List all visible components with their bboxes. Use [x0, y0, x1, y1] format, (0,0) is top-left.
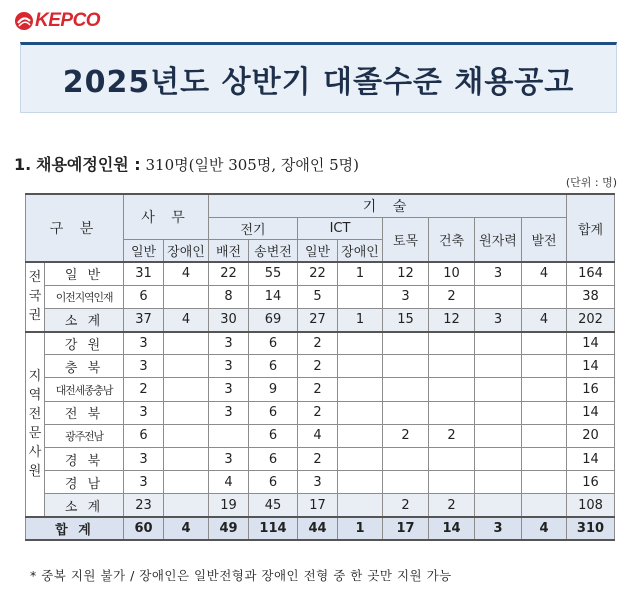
header-wonjaryeok: 원자력	[475, 217, 522, 262]
header-samu: 사 무	[124, 194, 209, 239]
cell-total: 16	[567, 471, 615, 494]
row-name: 전 북	[45, 401, 124, 424]
cell: 5	[298, 285, 338, 308]
unit-label: (단위 : 명)	[565, 176, 617, 189]
cell: 15	[383, 308, 429, 331]
cell	[164, 285, 209, 308]
cell	[522, 494, 567, 517]
grand-total-row	[26, 517, 615, 540]
cell	[429, 471, 475, 494]
cell: 6	[249, 471, 298, 494]
cell: 8	[209, 285, 249, 308]
cell	[338, 424, 383, 447]
cell: 3	[475, 517, 522, 540]
cell: 3	[475, 308, 522, 331]
row-name: 경 북	[45, 448, 124, 471]
cell	[429, 401, 475, 424]
cell-total: 20	[567, 424, 615, 447]
section-number: 1.	[14, 155, 32, 174]
cell-total: 310	[567, 517, 615, 540]
cell: 19	[209, 494, 249, 517]
cell	[475, 494, 522, 517]
cell	[522, 424, 567, 447]
page-title: 2025년도 상반기 대졸수준 채용공고	[62, 64, 575, 100]
cell	[164, 401, 209, 424]
cell	[475, 378, 522, 401]
header-jeongi-songbyeonjeon: 송변전	[249, 239, 298, 262]
cell: 9	[249, 378, 298, 401]
cell: 6	[124, 424, 164, 447]
cell: 60	[124, 517, 164, 540]
table-row	[26, 332, 615, 355]
cell-total: 14	[567, 355, 615, 378]
cell: 14	[429, 517, 475, 540]
kepco-logo-mark-icon	[14, 11, 34, 31]
cell: 4	[522, 517, 567, 540]
cell: 27	[298, 308, 338, 331]
cell: 3	[124, 448, 164, 471]
cell: 3	[298, 471, 338, 494]
header-tomok: 토목	[383, 217, 429, 262]
cell: 23	[124, 494, 164, 517]
recruitment-table	[25, 193, 615, 541]
cell	[383, 355, 429, 378]
cell: 6	[249, 332, 298, 355]
cell	[338, 285, 383, 308]
cell-total: 164	[567, 262, 615, 285]
cell: 44	[298, 517, 338, 540]
table-row	[26, 355, 615, 378]
header-geonchuk: 건축	[429, 217, 475, 262]
cell	[164, 448, 209, 471]
cell: 2	[383, 494, 429, 517]
header-gisul: 기 술	[209, 194, 567, 217]
cell	[338, 448, 383, 471]
row-name: 일 반	[45, 262, 124, 285]
cell-total: 14	[567, 332, 615, 355]
header-total: 합계	[567, 194, 615, 262]
cell	[522, 471, 567, 494]
cell	[522, 355, 567, 378]
cell: 45	[249, 494, 298, 517]
row-name: 대전세종충남	[45, 378, 124, 401]
header-baljeon: 발전	[522, 217, 567, 262]
cell	[429, 332, 475, 355]
cell	[475, 424, 522, 447]
section-title: 채용예정인원 :	[36, 155, 141, 174]
cell: 6	[249, 448, 298, 471]
cell: 2	[429, 424, 475, 447]
cell	[164, 471, 209, 494]
cell: 22	[209, 262, 249, 285]
row-name: 강 원	[45, 332, 124, 355]
region-label-regional: 지 역 전 문 사 원	[26, 332, 45, 518]
title-banner	[20, 42, 617, 113]
table-row	[26, 424, 615, 447]
cell: 2	[298, 401, 338, 424]
cell	[338, 401, 383, 424]
header-ict-disabled: 장애인	[338, 239, 383, 262]
row-name: 경 남	[45, 471, 124, 494]
header-row-1	[26, 194, 615, 217]
cell: 6	[124, 285, 164, 308]
cell	[383, 378, 429, 401]
cell: 3	[209, 378, 249, 401]
cell: 69	[249, 308, 298, 331]
cell-total: 16	[567, 378, 615, 401]
cell: 22	[298, 262, 338, 285]
cell: 37	[124, 308, 164, 331]
header-jeongi-baejeon: 배전	[209, 239, 249, 262]
cell: 4	[522, 308, 567, 331]
header-jeongi: 전기	[209, 217, 298, 239]
cell: 2	[298, 448, 338, 471]
row-name: 이전지역인재	[45, 285, 124, 308]
cell	[164, 378, 209, 401]
cell: 2	[124, 378, 164, 401]
cell-total: 108	[567, 494, 615, 517]
cell	[164, 494, 209, 517]
header-ict: ICT	[298, 217, 383, 239]
row-name: 소 계	[45, 308, 124, 331]
table-row	[26, 285, 615, 308]
cell: 4	[522, 262, 567, 285]
cell	[522, 378, 567, 401]
row-name: 소 계	[45, 494, 124, 517]
cell: 6	[249, 424, 298, 447]
cell: 3	[209, 448, 249, 471]
cell: 1	[338, 308, 383, 331]
cell: 3	[209, 355, 249, 378]
cell	[338, 494, 383, 517]
cell: 6	[249, 355, 298, 378]
table-row	[26, 262, 615, 285]
cell	[164, 332, 209, 355]
header-ict-general: 일반	[298, 239, 338, 262]
cell: 14	[249, 285, 298, 308]
cell: 3	[209, 401, 249, 424]
cell: 17	[298, 494, 338, 517]
cell-total: 14	[567, 401, 615, 424]
cell	[475, 332, 522, 355]
cell	[209, 424, 249, 447]
cell	[164, 424, 209, 447]
footnote: * 중복 지원 불가 / 장애인은 일반전형과 장애인 전형 중 한 곳만 지원 가능	[30, 568, 452, 583]
cell: 17	[383, 517, 429, 540]
cell: 2	[429, 494, 475, 517]
table-row	[26, 471, 615, 494]
cell: 12	[383, 262, 429, 285]
cell: 2	[298, 332, 338, 355]
cell: 10	[429, 262, 475, 285]
cell	[475, 285, 522, 308]
header-samu-general: 일반	[124, 239, 164, 262]
kepco-logo	[14, 10, 100, 32]
cell-total: 14	[567, 448, 615, 471]
cell: 3	[124, 401, 164, 424]
cell	[338, 332, 383, 355]
cell: 6	[249, 401, 298, 424]
cell	[383, 401, 429, 424]
cell	[475, 448, 522, 471]
cell	[429, 355, 475, 378]
cell: 114	[249, 517, 298, 540]
cell: 3	[475, 262, 522, 285]
cell: 12	[429, 308, 475, 331]
cell	[338, 378, 383, 401]
table-row	[26, 448, 615, 471]
cell: 3	[124, 332, 164, 355]
cell	[338, 355, 383, 378]
cell	[338, 471, 383, 494]
cell	[475, 355, 522, 378]
cell: 4	[298, 424, 338, 447]
header-gubun: 구 분	[26, 194, 124, 262]
cell	[383, 448, 429, 471]
section-heading	[14, 152, 359, 175]
cell: 1	[338, 517, 383, 540]
cell: 4	[209, 471, 249, 494]
cell: 1	[338, 262, 383, 285]
cell: 3	[124, 355, 164, 378]
table-row	[26, 378, 615, 401]
cell: 49	[209, 517, 249, 540]
subtotal-row	[26, 494, 615, 517]
cell	[164, 355, 209, 378]
row-name: 광주전남	[45, 424, 124, 447]
cell: 3	[209, 332, 249, 355]
cell: 55	[249, 262, 298, 285]
cell	[475, 401, 522, 424]
cell	[522, 285, 567, 308]
cell: 4	[164, 517, 209, 540]
cell: 31	[124, 262, 164, 285]
region-label-nationwide: 전 국 권	[26, 262, 45, 332]
cell: 3	[124, 471, 164, 494]
cell: 2	[298, 378, 338, 401]
cell	[429, 378, 475, 401]
cell	[383, 332, 429, 355]
header-samu-disabled: 장애인	[164, 239, 209, 262]
cell: 2	[429, 285, 475, 308]
cell: 30	[209, 308, 249, 331]
cell: 2	[383, 424, 429, 447]
cell	[522, 332, 567, 355]
cell	[429, 448, 475, 471]
cell: 2	[298, 355, 338, 378]
cell	[475, 471, 522, 494]
cell	[522, 448, 567, 471]
cell-total: 202	[567, 308, 615, 331]
section-detail: 310명(일반 305명, 장애인 5명)	[145, 156, 360, 174]
cell: 4	[164, 308, 209, 331]
row-name: 합 계	[26, 517, 124, 540]
row-name: 충 북	[45, 355, 124, 378]
cell	[383, 471, 429, 494]
subtotal-row	[26, 308, 615, 331]
cell-total: 38	[567, 285, 615, 308]
cell: 4	[164, 262, 209, 285]
kepco-logo-text: KEPCO	[35, 10, 101, 31]
table-row	[26, 401, 615, 424]
cell	[522, 401, 567, 424]
cell: 3	[383, 285, 429, 308]
